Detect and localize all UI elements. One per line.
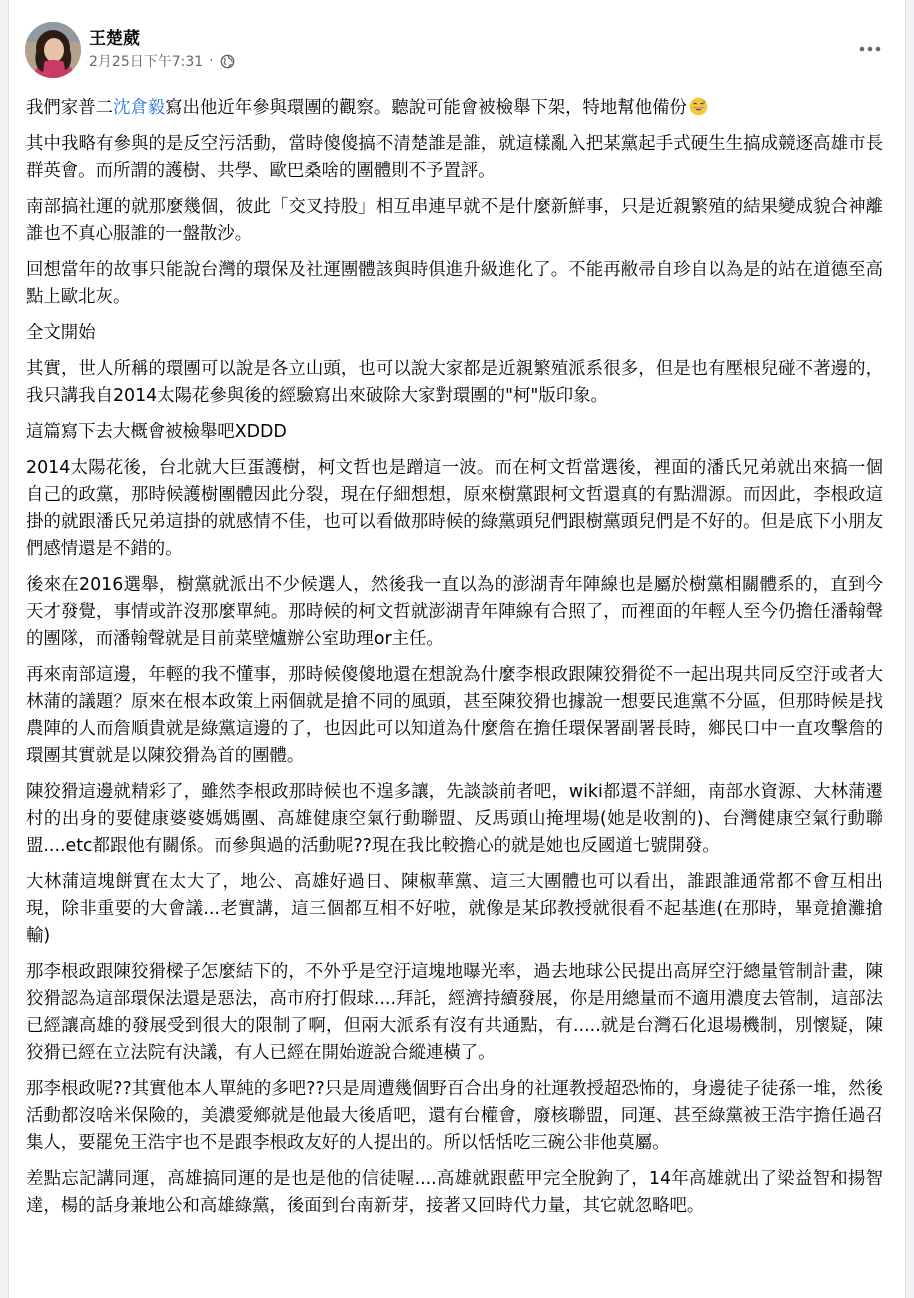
post-paragraph: 回想當年的故事只能說台灣的環保及社運團體該與時俱進升級進化了。不能再敝帚自珍自以為是的站在道德至高點上歐北灰。	[26, 260, 883, 307]
intro-text-end: 寫出他近年參與環團的觀察。聽說可能會被檢舉下架，特地幫他備份	[165, 98, 687, 118]
post-paragraph: 這篇寫下去大概會被檢舉吧XDDD	[26, 422, 287, 442]
post-paragraph: 那李根政跟陳狡猾樑子怎麼結下的，不外乎是空汙這塊地曝光率，過去地球公民提出高屏空汙總量管制計畫，陳狡猾認為這部環保法還是惡法，高市府打假球....拜託，經濟持續發展，你是用總量而不適用濃度去管制，這部法已經讓高雄的發展受到很大的限制了啊，但兩大派系有沒有共通點，有.....就是台灣石化退場機制，別懷疑，陳狡猾已經在立法院有決議，有人已經在開始遊說合縱連橫了。	[26, 962, 883, 1063]
meta-separator: ·	[209, 53, 214, 69]
post-paragraph: 差點忘記講同運，高雄搞同運的是也是他的信徒喔....高雄就跟藍甲完全脫鉤了，14年高雄就出了梁益智和揚智達，楊的話身兼地公和高雄綠黨，後面到台南新芽，接著又回時代力量，其它就忽略吧。	[26, 1169, 883, 1216]
post-paragraph: 其實，世人所稱的環團可以說是各立山頭，也可以說大家都是近親繁殖派系很多，但是也有壓根兒碰不著邊的，我只講我自2014太陽花參與後的經驗寫出來破除大家對環團的"柯"版印象。	[26, 359, 883, 406]
post-paragraph: 大林蒲這塊餅實在太大了，地公、高雄好過日、陳椒華黨、這三大團體也可以看出，誰跟誰通常都不會互相出現，除非重要的大會議...老實講，這三個都互相不好啦，就像是某邱教授就很看不起基進(在那時，畢竟搶灘搶輸)	[26, 872, 883, 946]
post-paragraph: 南部搞社運的就那麼幾個，彼此「交叉持股」相互串連早就不是什麼新鮮事，只是近親繁殖的結果變成貌合神離誰也不真心服誰的一盤散沙。	[26, 197, 883, 244]
mention-link[interactable]: 沈倉毅	[112, 98, 166, 118]
post-paragraph: 其中我略有參與的是反空污活動，當時傻傻搞不清楚誰是誰，就這樣亂入把某黨起手式硬生生搞成競逐高雄市長群英會。而所謂的護樹、共學、歐巴桑啥的團體則不予置評。	[26, 134, 883, 181]
post-paragraph: 陳狡猾這邊就精彩了，雖然李根政那時候也不遑多讓，先談談前者吧，wiki都還不詳細，南部水資源、大林蒲遷村的出身的要健康婆婆媽媽團、高雄健康空氣行動聯盟、反馬頭山掩埋場(她是收割的)、台灣健康空氣行動聯盟....etc都跟他有關係。而參與過的活動呢??現在我比較擔心的就是她也反國道七號開發。	[26, 782, 883, 856]
post-body	[9, 95, 905, 1220]
post-paragraph: 2014太陽花後，台北就大巨蛋護樹，柯文哲也是蹭這一波。而在柯文哲當選後，裡面的潘氏兄弟就出來搞一個自己的政黨，那時候護樹團體因此分裂，現在仔細想想，原來樹黨跟柯文哲還真的有點淵源。而因此，李根政這掛的就跟潘氏兄弟這掛的就感情不佳，也可以看做那時候的綠黨頭兒們跟樹黨頭兒們是不好的。但是底下小朋友們感情還是不錯的。	[26, 458, 883, 559]
post-intro	[26, 95, 883, 122]
grinning-sweat-emoji-icon	[689, 97, 708, 116]
post-header	[9, 0, 905, 95]
post-paragraphs	[26, 131, 883, 1220]
post-paragraph: 全文開始	[26, 323, 96, 343]
post-paragraph: 後來在2016選舉，樹黨就派出不少候選人，然後我一直以為的澎湖青年陣線也是屬於樹黨相關體系的，直到今天才發覺，事情或許沒那麼單純。那時候的柯文哲就澎湖青年陣線有合照了，而裡面的年輕人至今仍擔任潘翰聲的團隊，而潘翰聲就是目前菜壁爐辦公室助理or主任。	[26, 575, 883, 649]
globe-icon[interactable]	[220, 54, 235, 69]
avatar-image	[25, 22, 81, 78]
post-paragraph: 那李根政呢??其實他本人單純的多吧??只是周遭幾個野百合出身的社運教授超恐怖的，身邊徒子徒孫一堆，然後活動都沒啥米保險的，美濃愛鄉就是他最大後盾吧，還有台權會，廢核聯盟，同運、甚至綠黨被王浩宇擔任過召集人，要罷免王浩宇也不是跟李根政友好的人提出的。所以恬恬吃三碗公非他莫屬。	[26, 1079, 883, 1153]
more-options-icon[interactable]	[853, 32, 887, 66]
avatar[interactable]	[25, 22, 81, 78]
post-paragraph: 再來南部這邊，年輕的我不懂事，那時候傻傻地還在想說為什麼李根政跟陳狡猾從不一起出現共同反空汙或者大林蒲的議題？原來在根本政策上兩個就是搶不同的風頭，甚至陳狡猾也據說一想要民進黨不分區，但那時候是找農陣的人而詹順貴就是綠黨這邊的了，也因此可以知道為什麼詹在擔任環保署副署長時，鄉民口中一直攻擊詹的環團其實就是以陳狡猾為首的團體。	[26, 665, 883, 766]
intro-text-start: 我們家普二	[26, 98, 113, 118]
author-name[interactable]: 王楚葳	[89, 29, 140, 49]
post-card	[8, 0, 906, 1298]
post-meta	[89, 51, 235, 71]
post-timestamp[interactable]: 2月25日下午7:31	[89, 54, 204, 70]
